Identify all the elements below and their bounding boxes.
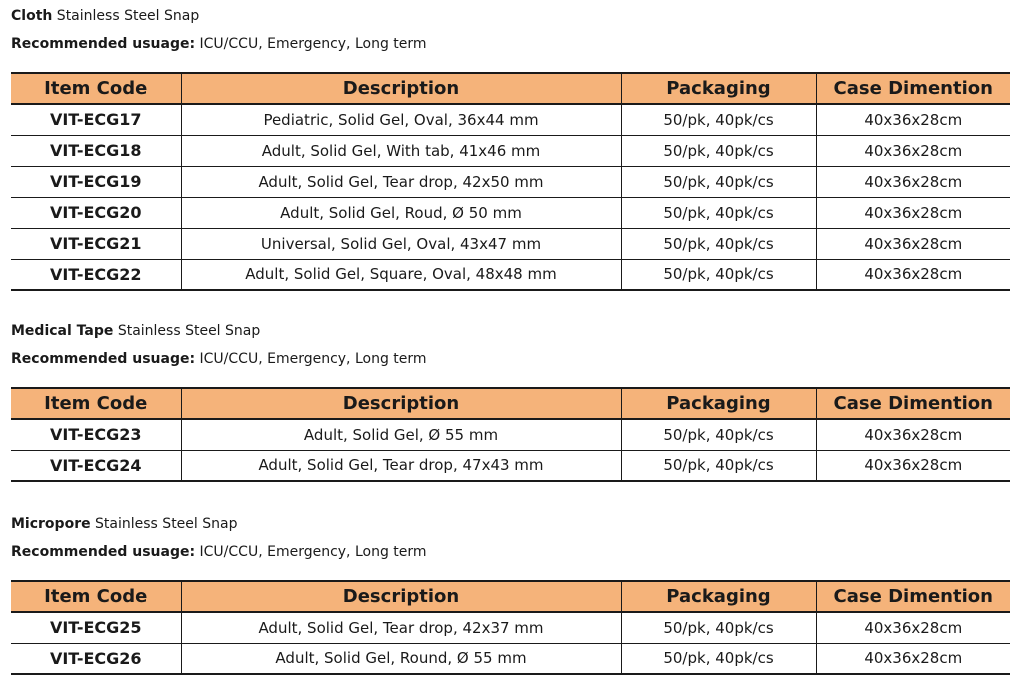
description-cell: Adult, Solid Gel, Tear drop, 47x43 mm xyxy=(181,450,621,481)
usage-label: Recommended usuage: xyxy=(11,544,196,560)
description-cell: Adult, Solid Gel, Tear drop, 42x37 mm xyxy=(181,612,621,643)
table-row xyxy=(11,135,1010,166)
header-item-code: Item Code xyxy=(11,73,181,104)
table-row xyxy=(11,197,1010,228)
table-row xyxy=(11,643,1010,674)
section-title-bold: Medical Tape xyxy=(11,323,114,339)
case-dimension-cell: 40x36x28cm xyxy=(816,450,1010,481)
spec-table xyxy=(11,72,1010,291)
header-description: Description xyxy=(181,73,621,104)
packaging-cell: 50/pk, 40pk/cs xyxy=(621,643,816,674)
section-title xyxy=(11,321,1010,341)
table-header-row xyxy=(11,73,1010,104)
section-title-rest: Stainless Steel Snap xyxy=(113,323,261,339)
section-title-bold: Micropore xyxy=(11,516,91,532)
description-cell: Pediatric, Solid Gel, Oval, 36x44 mm xyxy=(181,104,621,135)
item-code-cell: VIT-ECG19 xyxy=(11,166,181,197)
description-cell: Adult, Solid Gel, Square, Oval, 48x48 mm xyxy=(181,259,621,290)
section-title-rest: Stainless Steel Snap xyxy=(52,8,200,24)
table-row xyxy=(11,612,1010,643)
case-dimension-cell: 40x36x28cm xyxy=(816,228,1010,259)
description-cell: Adult, Solid Gel, Roud, Ø 50 mm xyxy=(181,197,621,228)
section-cloth xyxy=(11,6,1010,291)
packaging-cell: 50/pk, 40pk/cs xyxy=(621,612,816,643)
packaging-cell: 50/pk, 40pk/cs xyxy=(621,228,816,259)
header-case-dimension: Case Dimention xyxy=(816,388,1010,419)
usage-label: Recommended usuage: xyxy=(11,351,196,367)
item-code-cell: VIT-ECG21 xyxy=(11,228,181,259)
header-case-dimension: Case Dimention xyxy=(816,73,1010,104)
case-dimension-cell: 40x36x28cm xyxy=(816,612,1010,643)
section-medical-tape xyxy=(11,321,1010,482)
description-cell: Adult, Solid Gel, With tab, 41x46 mm xyxy=(181,135,621,166)
packaging-cell: 50/pk, 40pk/cs xyxy=(621,104,816,135)
case-dimension-cell: 40x36x28cm xyxy=(816,197,1010,228)
case-dimension-cell: 40x36x28cm xyxy=(816,259,1010,290)
recommended-usage xyxy=(11,542,1010,562)
usage-text: ICU/CCU, Emergency, Long term xyxy=(195,36,427,52)
description-cell: Adult, Solid Gel, Round, Ø 55 mm xyxy=(181,643,621,674)
description-cell: Adult, Solid Gel, Ø 55 mm xyxy=(181,419,621,450)
spec-table xyxy=(11,580,1010,675)
case-dimension-cell: 40x36x28cm xyxy=(816,419,1010,450)
description-cell: Universal, Solid Gel, Oval, 43x47 mm xyxy=(181,228,621,259)
item-code-cell: VIT-ECG17 xyxy=(11,104,181,135)
case-dimension-cell: 40x36x28cm xyxy=(816,166,1010,197)
table-row xyxy=(11,419,1010,450)
item-code-cell: VIT-ECG20 xyxy=(11,197,181,228)
packaging-cell: 50/pk, 40pk/cs xyxy=(621,166,816,197)
recommended-usage xyxy=(11,349,1010,369)
item-code-cell: VIT-ECG22 xyxy=(11,259,181,290)
item-code-cell: VIT-ECG26 xyxy=(11,643,181,674)
usage-label: Recommended usuage: xyxy=(11,36,196,52)
table-row xyxy=(11,166,1010,197)
spec-table xyxy=(11,387,1010,482)
header-item-code: Item Code xyxy=(11,388,181,419)
item-code-cell: VIT-ECG18 xyxy=(11,135,181,166)
usage-text: ICU/CCU, Emergency, Long term xyxy=(195,544,427,560)
packaging-cell: 50/pk, 40pk/cs xyxy=(621,419,816,450)
item-code-cell: VIT-ECG24 xyxy=(11,450,181,481)
header-item-code: Item Code xyxy=(11,581,181,612)
header-packaging: Packaging xyxy=(621,73,816,104)
table-row xyxy=(11,259,1010,290)
case-dimension-cell: 40x36x28cm xyxy=(816,643,1010,674)
section-title xyxy=(11,514,1010,534)
header-packaging: Packaging xyxy=(621,388,816,419)
table-row xyxy=(11,450,1010,481)
header-packaging: Packaging xyxy=(621,581,816,612)
header-description: Description xyxy=(181,388,621,419)
section-title xyxy=(11,6,1010,26)
item-code-cell: VIT-ECG25 xyxy=(11,612,181,643)
table-header-row xyxy=(11,581,1010,612)
table-row xyxy=(11,104,1010,135)
header-description: Description xyxy=(181,581,621,612)
section-micropore xyxy=(11,514,1010,675)
usage-text: ICU/CCU, Emergency, Long term xyxy=(195,351,427,367)
packaging-cell: 50/pk, 40pk/cs xyxy=(621,259,816,290)
packaging-cell: 50/pk, 40pk/cs xyxy=(621,450,816,481)
packaging-cell: 50/pk, 40pk/cs xyxy=(621,135,816,166)
item-code-cell: VIT-ECG23 xyxy=(11,419,181,450)
case-dimension-cell: 40x36x28cm xyxy=(816,135,1010,166)
table-header-row xyxy=(11,388,1010,419)
section-title-rest: Stainless Steel Snap xyxy=(90,516,238,532)
header-case-dimension: Case Dimention xyxy=(816,581,1010,612)
table-row xyxy=(11,228,1010,259)
recommended-usage xyxy=(11,34,1010,54)
section-title-bold: Cloth xyxy=(11,8,53,24)
description-cell: Adult, Solid Gel, Tear drop, 42x50 mm xyxy=(181,166,621,197)
case-dimension-cell: 40x36x28cm xyxy=(816,104,1010,135)
packaging-cell: 50/pk, 40pk/cs xyxy=(621,197,816,228)
